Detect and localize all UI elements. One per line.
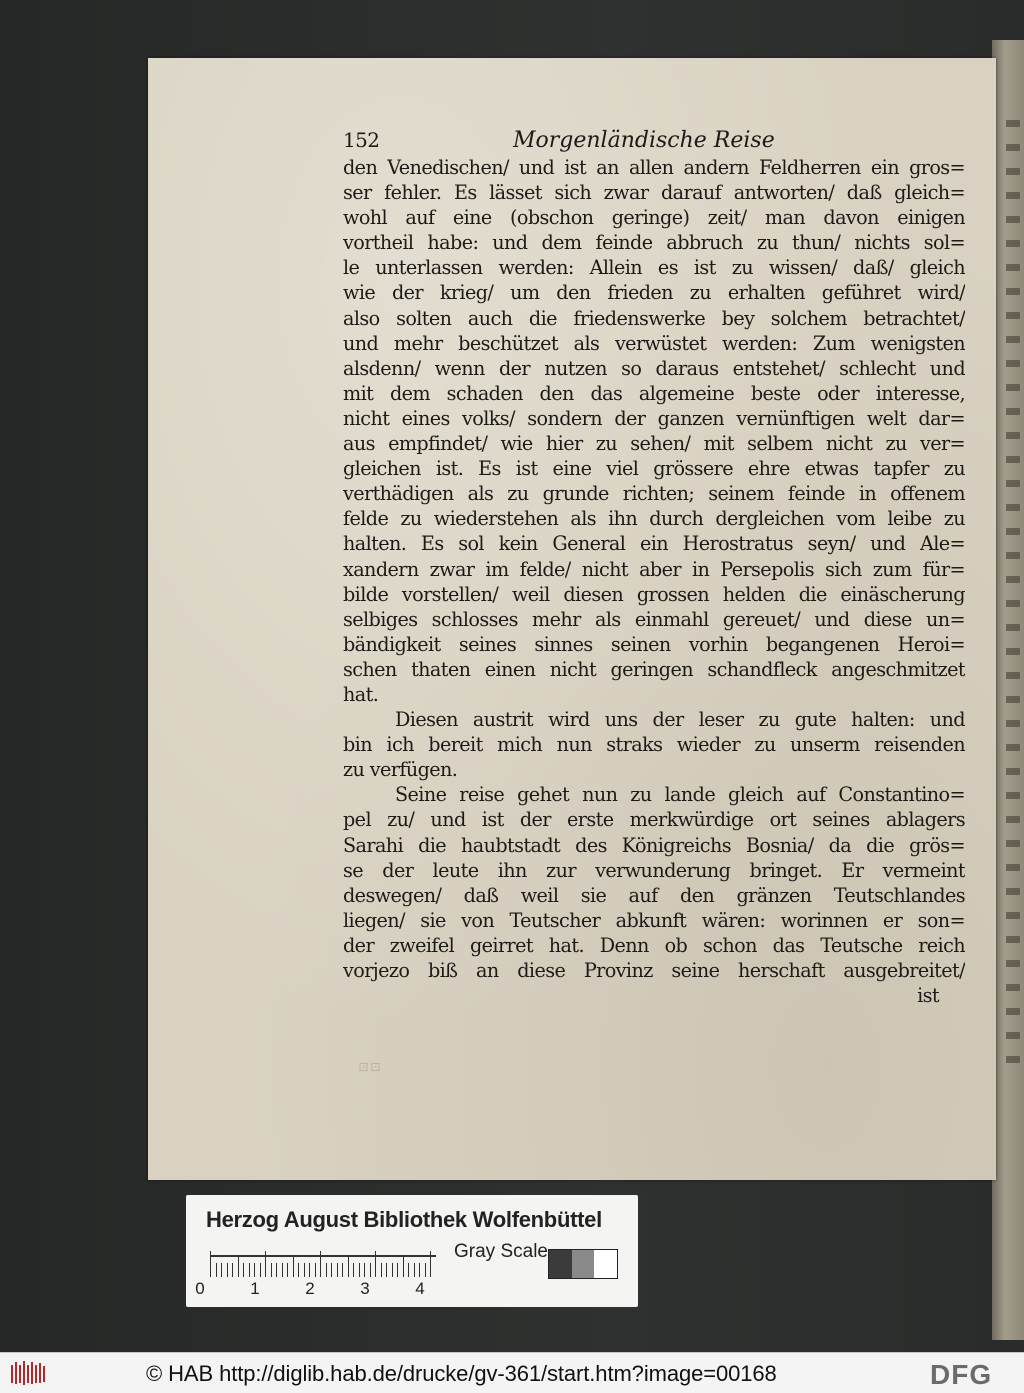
ruler-tick (216, 1263, 217, 1277)
copyright-url-text: © HAB http://diglib.hab.de/drucke/gv-361/start.htm?image=00168 (146, 1361, 777, 1386)
text-line: xandern zwar im felde/ nicht aber in Persepolis sich zum für= (343, 557, 965, 581)
text-line: alsdenn/ wenn der nutzen so daraus entstehet/ schlecht und (343, 356, 965, 380)
footer-bar (0, 1352, 1024, 1393)
ruler-tick (298, 1263, 299, 1277)
color-scale-card (186, 1195, 638, 1307)
measurement-ruler (210, 1243, 436, 1277)
ruler-tick (381, 1263, 382, 1277)
ruler-tick (408, 1263, 409, 1277)
text-line: nicht eines volks/ sondern der ganzen vernünftigen welt dar= (343, 406, 965, 430)
ruler-tick (287, 1263, 288, 1277)
dfg-logo: DFG (930, 1359, 993, 1390)
ruler-tick (254, 1263, 255, 1277)
ruler-tick (282, 1263, 283, 1277)
text-line: le unterlassen werden: Allein es ist zu wissen/ daß/ gleich (343, 256, 965, 280)
text-line: selbiges schlosses mehr als einmahl gereuet/ und diese un= (343, 607, 965, 631)
ruler-tick (238, 1257, 239, 1277)
ruler-tick (364, 1263, 365, 1277)
ruler-numbers (195, 1279, 440, 1299)
ruler-number: 3 (360, 1279, 370, 1298)
ruler-tick (326, 1263, 327, 1277)
gray-scale-swatches (548, 1249, 618, 1279)
ruler-tick (370, 1263, 371, 1277)
text-line: den Venedischen/ und ist an allen andern Feldherren ein gros= (343, 156, 965, 179)
text-line: bilde vorstellen/ weil diesen grossen helden die einäscherung (343, 582, 965, 606)
text-line: aus empfindet/ wie hier zu sehen/ mit selbem nicht zu ver= (343, 432, 965, 456)
page-number: 152 (343, 128, 380, 152)
ruler-tick (232, 1263, 233, 1277)
ruler-tick (342, 1263, 343, 1277)
ruler-tick (392, 1263, 393, 1277)
ruler-tick (348, 1257, 349, 1277)
text-line: bändigkeit seines sinnes seinen vorhin begangenen Heroi= (343, 632, 965, 656)
ruler-tick (403, 1257, 404, 1277)
ruler-tick (304, 1263, 305, 1277)
ruler-number: 4 (415, 1279, 425, 1298)
text-line: se der leute ihn zur verwunderung bringet. Er vermeint (343, 858, 965, 882)
ruler-tick (430, 1251, 431, 1277)
ruler-tick (337, 1263, 338, 1277)
ruler-number: 0 (195, 1279, 205, 1298)
ruler-tick (397, 1263, 398, 1277)
facing-page-text-edge (1006, 120, 1020, 1070)
ruler-tick (315, 1263, 316, 1277)
ruler-tick (353, 1263, 354, 1277)
page-text-block (343, 125, 965, 1008)
text-line: Sarahi die haubtstadt des Königreichs Bosnia/ da die grös= (343, 833, 965, 857)
text-line: also solten auch die friedenswerke bey solchem betrachtet/ (343, 306, 965, 330)
catchword: ist (917, 984, 939, 1008)
gray-swatch (572, 1250, 595, 1278)
gray-scale-label: Gray Scale (454, 1241, 548, 1262)
ruler-tick (375, 1251, 376, 1277)
ruler-tick (249, 1263, 250, 1277)
text-line: schen thaten einen nicht geringen schandfleck angeschmitzet (343, 657, 965, 681)
ruler-tick (276, 1263, 277, 1277)
ruler-number: 1 (250, 1279, 260, 1298)
text-line: vortheil habe: und dem feinde abbruch zu thun/ nichts sol= (343, 231, 965, 255)
ruler-tick (260, 1263, 261, 1277)
hab-barcode-logo-icon (10, 1359, 46, 1387)
text-line: bin ich bereit mich nun straks wieder zu unserm reisenden (343, 733, 965, 757)
text-line: liegen/ sie von Teutscher abkunft wären: worinnen er son= (343, 908, 965, 932)
text-line: verthädigen als zu grunde richten; seinem feinde in offenem (343, 482, 965, 506)
gray-swatch (549, 1250, 572, 1278)
ruler-tick (309, 1263, 310, 1277)
text-line: mit dem schaden den das algemeine beste oder interesse, (343, 381, 965, 405)
ruler-tick (271, 1263, 272, 1277)
ruler-tick (210, 1251, 211, 1277)
gray-swatch (594, 1250, 617, 1278)
ruler-tick (293, 1257, 294, 1277)
library-name: Herzog August Bibliothek Wolfenbüttel (206, 1207, 602, 1232)
body-text (343, 155, 965, 983)
running-head: Morgenländische Reise (513, 128, 775, 153)
text-line: pel zu/ und ist der erste merkwürdige ort seines ablagers (343, 808, 965, 832)
page-header (343, 125, 965, 155)
text-line: ser fehler. Es lässet sich zwar darauf antworten/ daß gleich= (343, 181, 965, 205)
text-line: und mehr beschützet als verwüstet werden: Zum wenigsten (343, 331, 965, 355)
ruler-tick (419, 1263, 420, 1277)
text-line: wohl auf eine (obschon geringe) zeit/ man davon einigen (343, 206, 965, 230)
text-line: felde zu wiederstehen als ihn durch dergleichen vom leibe zu (343, 507, 965, 531)
text-line: zu verfügen. (343, 758, 458, 782)
text-line: gleichen ist. Es ist eine viel grössere ehre etwas tapfer zu (343, 457, 965, 481)
ruler-tick (243, 1263, 244, 1277)
ruler-tick (331, 1263, 332, 1277)
text-line: der zweifel geirret hat. Denn ob schon das Teutsche reich (343, 933, 965, 957)
ruler-tick (227, 1263, 228, 1277)
text-line: hat. (343, 682, 379, 706)
ruler-tick (320, 1251, 321, 1277)
text-line: deswegen/ daß weil sie auf den gränzen Teutschlandes (343, 883, 965, 907)
ruler-tick (265, 1251, 266, 1277)
text-line: halten. Es sol kein General ein Herostratus seyn/ und Ale= (343, 532, 965, 556)
text-line: Seine reise gehet nun zu lande gleich auf Constantino= (395, 783, 965, 807)
ruler-tick (221, 1263, 222, 1277)
ruler-tick (414, 1263, 415, 1277)
ruler-tick (386, 1263, 387, 1277)
faint-stamp: ⊡⊡ (358, 1060, 382, 1075)
ruler-tick (359, 1263, 360, 1277)
text-line: wie der krieg/ um den frieden zu erhalten geführet wird/ (343, 281, 965, 305)
text-line: Diesen austrit wird uns der leser zu gute halten: und (395, 708, 965, 732)
text-line: vorjezo biß an diese Provinz seine herschaft ausgebreitet/ (343, 959, 965, 982)
ruler-tick (425, 1263, 426, 1277)
ruler-number: 2 (305, 1279, 315, 1298)
